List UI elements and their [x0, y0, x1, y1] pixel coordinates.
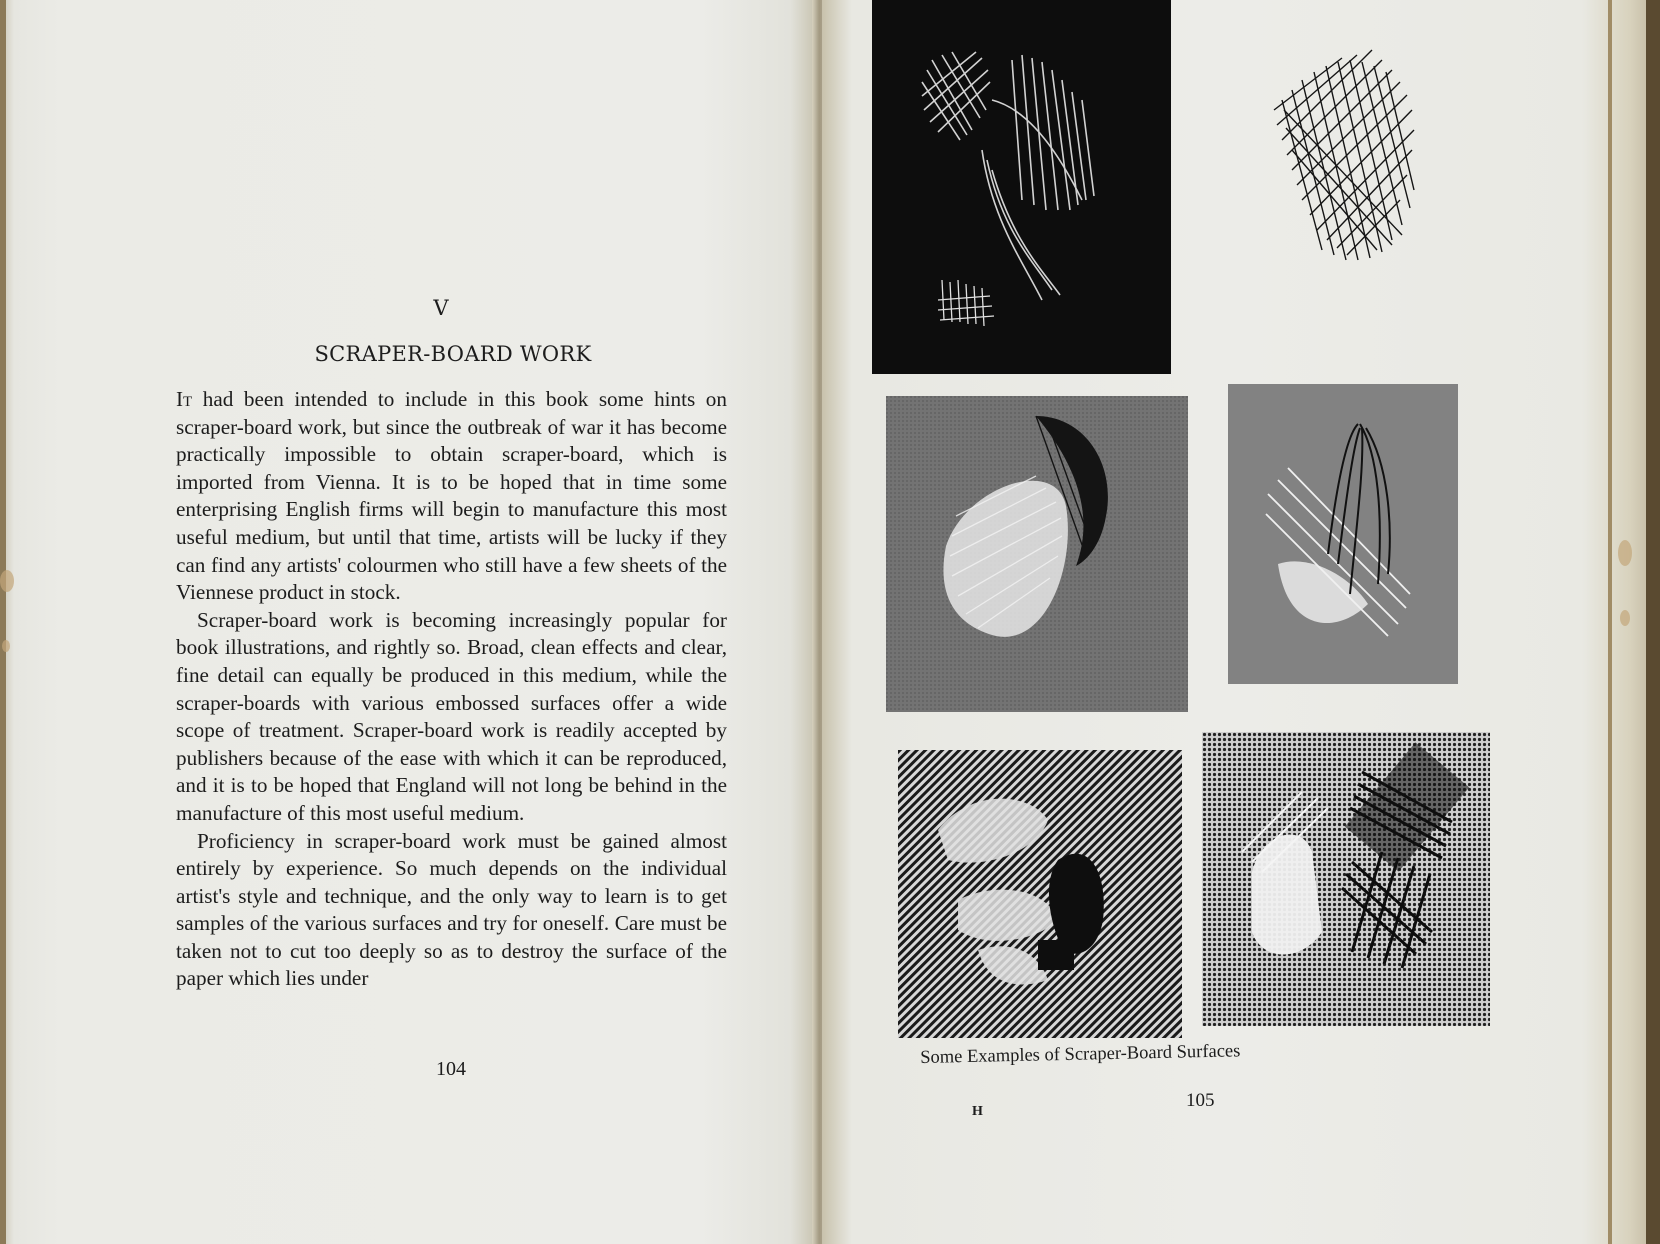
dropcap: It: [176, 387, 193, 411]
page-edge-stack: [1608, 0, 1612, 1244]
paragraph-1: It had been intended to include in this book some hints on scraper-board work, but since the outbreak of war it has become practically impossible to obtain scraper-board, which is imported from Vienna. It is to be hoped that in time some enterprising English firms will begin to manufacture this most useful medium, but until that time, artists will be lucky if they can find any artists' colourmen who still have a few sheets of the Viennese product in stock.: [176, 387, 727, 605]
chapter-title: SCRAPER-BOARD WORK: [314, 342, 592, 366]
signature-mark: H: [972, 1104, 983, 1119]
dotted-board-sample: [1202, 732, 1490, 1026]
foxing-stain: [1618, 540, 1632, 566]
figure-caption: Some Examples of Scraper-Board Surfaces: [920, 1041, 1241, 1068]
paragraph-2: Scraper-board work is becoming increasingly popular for book illustrations, and rightly so. Broad, clean effects and clear, fine detail can equally be produced in this medium, while the scraper-boards with various embossed surfaces offer a wide scope of treatment. Scraper-board work is readily accepted by publishers because of the ease with which it can be reproduced, and it is to be hoped that England will not long be behind in the manufacture of this most useful medium.: [176, 607, 727, 825]
page-number-left: 104: [436, 1058, 466, 1080]
black-board-sample: [872, 0, 1171, 374]
diagonal-line-board-sample: [898, 750, 1182, 1038]
grey-board-sample-left: [886, 396, 1188, 712]
chapter-number: V: [433, 296, 449, 320]
body-text: [176, 386, 727, 993]
foxing-stain: [0, 570, 14, 592]
paragraph-3: Proficiency in scraper-board work must be gained almost entirely by experience. So much depends on the individual artist's style and technique, and the only way to learn is to get samples of the various surfaces and try for oneself. Care must be taken not to cut too deeply so as to destroy the surface of the paper which lies under: [176, 828, 727, 991]
left-page-edge: [0, 0, 6, 1244]
grey-board-sample-right: [1228, 384, 1458, 684]
white-board-sample: [1262, 40, 1432, 280]
right-binding-edge: [1646, 0, 1660, 1244]
left-page: [0, 0, 822, 1244]
foxing-stain: [2, 640, 10, 652]
foxing-stain: [1620, 610, 1630, 626]
page-number-right: 105: [1186, 1090, 1215, 1111]
